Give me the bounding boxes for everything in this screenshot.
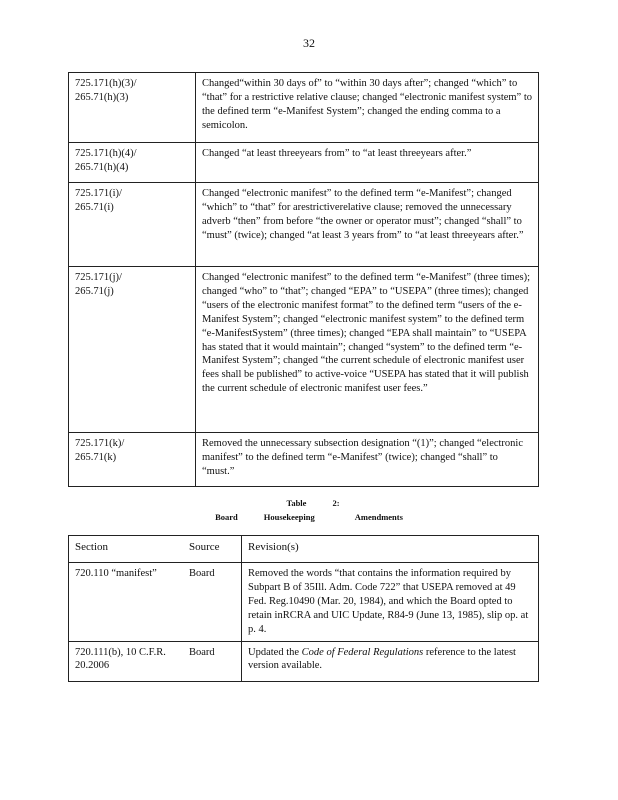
- source-cell: Board: [183, 641, 242, 681]
- revision-description: Changed“within 30 days of” to “within 30 days after”; changed “which” to “that” for a restrictive relative clause; changed “electronic manifest system” to the defined term “e-Manifest System”; changed the ending comma to a semicolon.: [196, 73, 539, 143]
- table-caption: Table 2:: [286, 498, 340, 508]
- revision-cell: Removed the words “that contains the information required by Subpart B of 35Ill. Adm. Code 722” that USEPA removed at 49 Fed. Reg.10490 (Mar. 20, 1984), and which the Board opted to retain inRCRA and UIC Update, R84-9 (June 13, 1985), slip op. at p. 4.: [242, 563, 539, 642]
- table-row: [69, 563, 539, 642]
- revision-description: Removed the unnecessary subsection designation “(1)”; changed “electronic manifest” to the defined term “e-Manifest” (twice); changed “shall” to “must.”: [196, 433, 539, 487]
- section-reference: 725.171(k)/ 265.71(k): [69, 433, 196, 487]
- page-number: 32: [303, 36, 315, 50]
- revision-description: Changed “electronic manifest” to the defined term “e-Manifest”; changed “which” to “that” for arestrictiverelative clause; removed the unnecessary adverb “then” from before “the owner or operator must”; changed “shall” to “must” (twice); changed “at least 3 years from” to “at least threeyears after.”: [196, 183, 539, 267]
- header-revisions: Revision(s): [242, 536, 539, 563]
- table-row: [69, 183, 539, 267]
- table-row: [69, 73, 539, 143]
- table-row: [69, 143, 539, 183]
- table-row: [69, 641, 539, 681]
- section-cell: 720.110 “manifest”: [69, 563, 184, 642]
- cfr-title: Code of Federal Regulations: [301, 646, 424, 658]
- revision-cell: Updated the Code of Federal Regulations reference to the latest version available.: [242, 641, 539, 681]
- board-housekeeping-table: [68, 535, 539, 682]
- section-reference: 725.171(i)/ 265.71(i): [69, 183, 196, 267]
- revision-description: Changed “electronic manifest” to the defined term “e-Manifest” (three times); changed “who” to “that”; changed “EPA” to “USEPA” (three times); changed “users of the electronic manifest format” to the defined term “users of the e-Manifest System”; changed “electronic manifest system” to the defined term “e-ManifestSystem” (three times); changed “EPA shall maintain” to “USEPA has stated that it would maintain”; changed “system” to the defined term “e-Manifest System”; changed “the current schedule of electronic manifest user fees shall be published” to active-voice “USEPA has stated that it will publish the current schedule of electronic manifest user fees.”: [196, 267, 539, 433]
- section-reference: 725.171(j)/ 265.71(j): [69, 267, 196, 433]
- header-source: Source: [183, 536, 242, 563]
- header-section: Section: [69, 536, 184, 563]
- section-reference: 725.171(h)(4)/ 265.71(h)(4): [69, 143, 196, 183]
- source-cell: Board: [183, 563, 242, 642]
- section-cell: 720.111(b), 10 C.F.R. 20.2006: [69, 641, 184, 681]
- table-row: [69, 433, 539, 487]
- revision-description: Changed “at least threeyears from” to “at least threeyears after.”: [196, 143, 539, 183]
- table-subtitle: Board Housekeeping Amendments: [215, 512, 403, 522]
- table-header-row: [69, 536, 539, 563]
- section-reference: 725.171(h)(3)/ 265.71(h)(3): [69, 73, 196, 143]
- amendments-table-continued: [68, 72, 539, 487]
- table-row: [69, 267, 539, 433]
